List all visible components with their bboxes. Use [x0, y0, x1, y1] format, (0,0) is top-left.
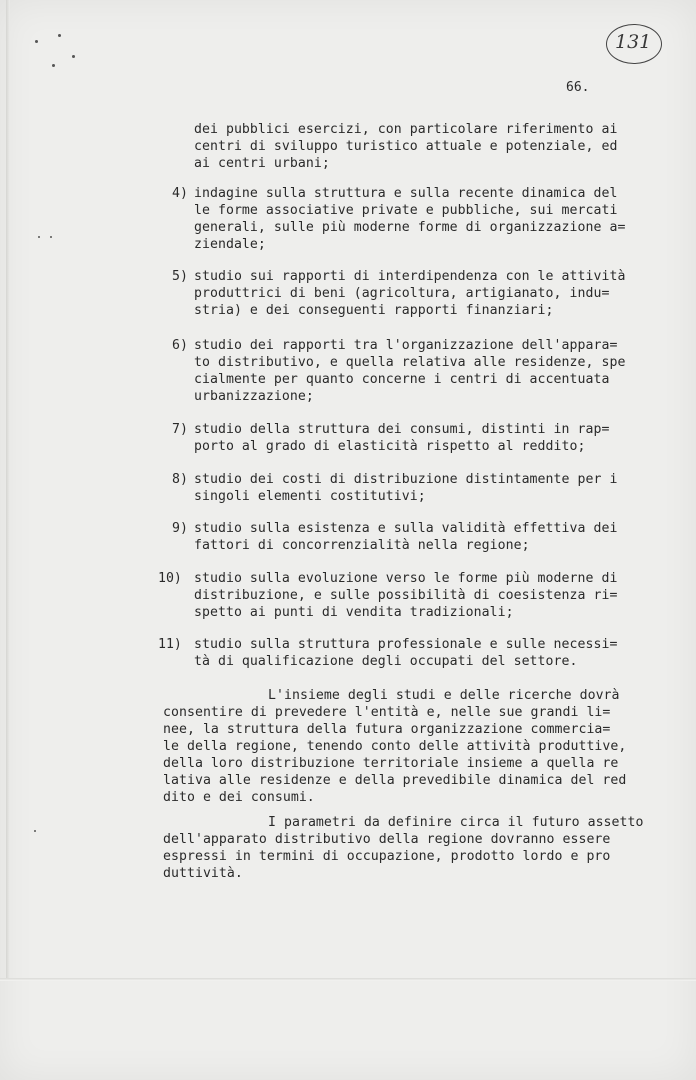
paragraph-line: espressi in termini di occupazione, prodotto lordo e pro [163, 849, 611, 864]
speck [34, 830, 36, 832]
item-line: urbanizzazione; [194, 389, 314, 404]
item-line: studio sulla evoluzione verso le forme più moderne di [194, 571, 618, 586]
item-line: studio dei costi di distribuzione distintamente per i [194, 472, 618, 487]
item-line: to distributivo, e quella relativa alle residenze, spe [194, 355, 626, 370]
item-line: studio sulla esistenza e sulla validità effettiva dei [194, 521, 618, 536]
item-line: studio della struttura dei consumi, distinti in rap= [194, 422, 610, 437]
item-line: studio sulla struttura professionale e sulle necessi= [194, 637, 618, 652]
paragraph-line: I parametri da definire circa il futuro assetto [268, 815, 644, 830]
paragraph-line: duttività. [163, 866, 243, 881]
paragraph-line: nee, la struttura della futura organizzazione commercia= [163, 722, 611, 737]
speck [72, 55, 75, 58]
speck [38, 236, 40, 238]
item-number: 7) [172, 422, 188, 437]
item-number: 5) [172, 269, 188, 284]
archive-stamp-number: 131 [615, 31, 652, 53]
item-number: 11) [158, 637, 182, 652]
item-line: ziendale; [194, 237, 266, 252]
speck [58, 34, 61, 37]
speck [35, 40, 38, 43]
paragraph-line: lativa alle residenze e della prevedibile dinamica del red [163, 773, 627, 788]
intro-line: centri di sviluppo turistico attuale e potenziale, ed [194, 139, 618, 154]
page-number: 66. [566, 80, 590, 95]
item-line: studio dei rapporti tra l'organizzazione dell'appara= [194, 338, 618, 353]
paragraph-line: dito e dei consumi. [163, 790, 315, 805]
intro-line: ai centri urbani; [194, 156, 330, 171]
item-line: generali, sulle più moderne forme di organizzazione a= [194, 220, 626, 235]
speck [50, 236, 52, 238]
intro-line: dei pubblici esercizi, con particolare riferimento ai [194, 122, 618, 137]
archive-stamp [606, 24, 662, 64]
paragraph-line: dell'apparato distributivo della regione dovranno essere [163, 832, 611, 847]
item-line: singoli elementi costitutivi; [194, 489, 426, 504]
item-line: le forme associative private e pubbliche, sui mercati [194, 203, 618, 218]
page-fold [0, 978, 696, 981]
item-line: studio sui rapporti di interdipendenza con le attività [194, 269, 626, 284]
item-line: stria) e dei conseguenti rapporti finanziari; [194, 303, 554, 318]
item-line: indagine sulla struttura e sulla recente dinamica del [194, 186, 618, 201]
item-line: spetto ai punti di vendita tradizionali; [194, 605, 514, 620]
item-line: distribuzione, e sulle possibilità di coesistenza ri= [194, 588, 618, 603]
item-number: 6) [172, 338, 188, 353]
item-line: cialmente per quanto concerne i centri di accentuata [194, 372, 610, 387]
item-line: produttrici di beni (agricoltura, artigianato, indu= [194, 286, 610, 301]
paragraph-line: le della regione, tenendo conto delle attività produttive, [163, 739, 627, 754]
item-line: porto al grado di elasticità rispetto al reddito; [194, 439, 586, 454]
paragraph-line: L'insieme degli studi e delle ricerche dovrà [268, 688, 620, 703]
page-left-edge [6, 0, 10, 980]
item-number: 4) [172, 186, 188, 201]
speck [52, 64, 55, 67]
item-line: fattori di concorrenzialità nella regione; [194, 538, 530, 553]
item-number: 10) [158, 571, 182, 586]
paragraph-line: della loro distribuzione territoriale insieme a quella re [163, 756, 619, 771]
item-line: tà di qualificazione degli occupati del settore. [194, 654, 578, 669]
paragraph-line: consentire di prevedere l'entità e, nelle sue grandi li= [163, 705, 611, 720]
item-number: 8) [172, 472, 188, 487]
item-number: 9) [172, 521, 188, 536]
